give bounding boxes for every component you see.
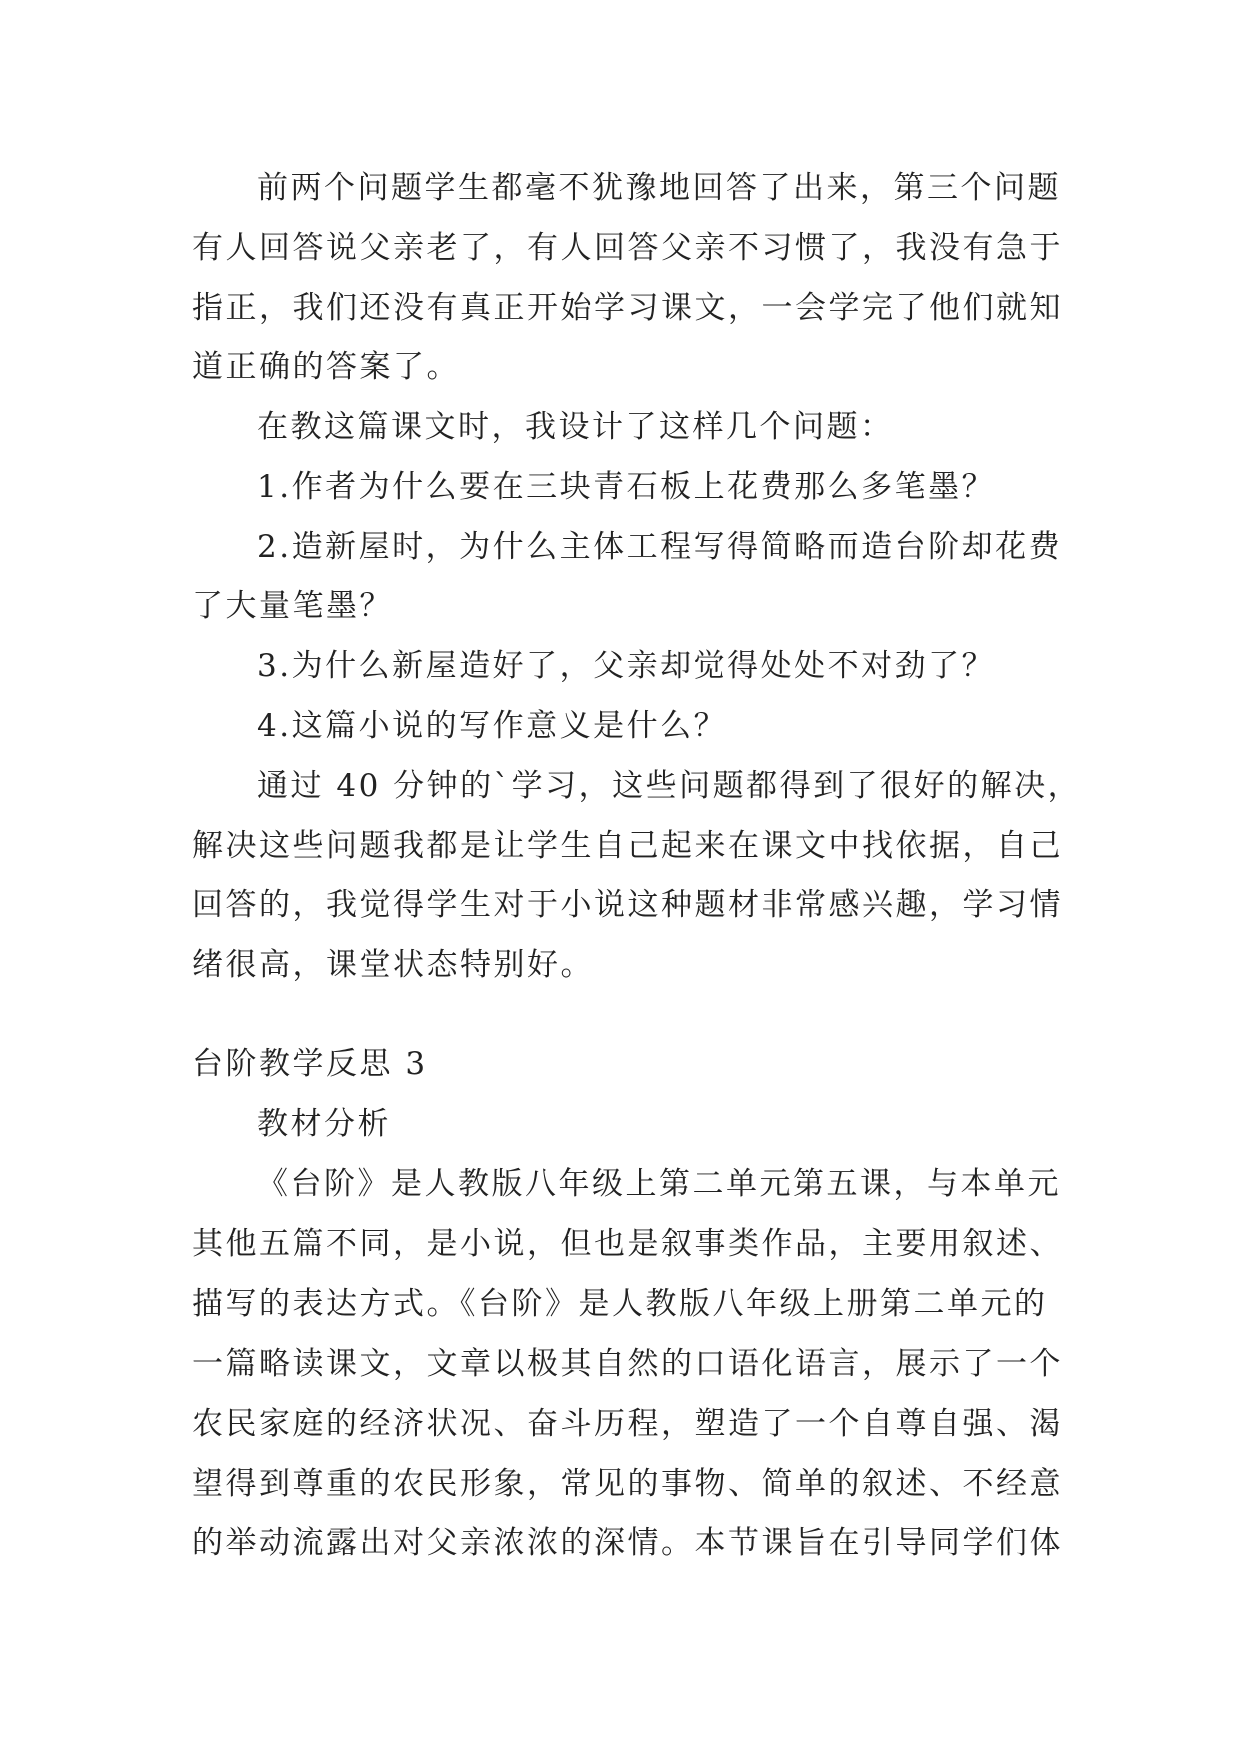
paragraph-line: 解决这些问题我都是让学生自己起来在课文中找依据，自己 — [192, 828, 1063, 864]
paragraph-line: 指正，我们还没有真正开始学习课文，一会学完了他们就知 — [192, 290, 1063, 326]
paragraph-line: 的举动流露出对父亲浓浓的深情。本节课旨在引导同学们体 — [192, 1525, 1063, 1561]
question-item: 1.作者为什么要在三块青石板上花费那么多笔墨？ — [257, 469, 996, 505]
paragraph-line: 道正确的答案了。 — [192, 349, 460, 385]
paragraph-line: 在教这篇课文时，我设计了这样几个问题： — [257, 409, 894, 445]
paragraph-line: 其他五篇不同，是小说，但也是叙事类作品，主要用叙述、 — [192, 1226, 1063, 1262]
question-item-continued: 了大量笔墨？ — [192, 588, 393, 624]
paragraph-line: 《台阶》是人教版八年级上第二单元第五课，与本单元 — [257, 1166, 1061, 1202]
paragraph-line: 绪很高，课堂状态特别好。 — [192, 947, 594, 983]
paragraph-line: 前两个问题学生都毫不犹豫地回答了出来，第三个问题 — [257, 170, 1061, 206]
paragraph-line: 农民家庭的经济状况、奋斗历程，塑造了一个自尊自强、渴 — [192, 1406, 1063, 1442]
paragraph-line: 望得到尊重的农民形象，常见的事物、简单的叙述、不经意 — [192, 1466, 1063, 1502]
paragraph-line: 一篇略读课文，文章以极其自然的口语化语言，展示了一个 — [192, 1346, 1063, 1382]
paragraph-line: 通过 40 分钟的`学习，这些问题都得到了很好的解决， — [257, 768, 1082, 804]
paragraph-line: 回答的，我觉得学生对于小说这种题材非常感兴趣，学习情 — [192, 887, 1063, 923]
question-item: 3.为什么新屋造好了，父亲却觉得处处不对劲了？ — [257, 648, 996, 684]
question-item: 4.这篇小说的写作意义是什么？ — [257, 708, 728, 744]
question-item: 2.造新屋时，为什么主体工程写得简略而造台阶却花费 — [257, 529, 1063, 565]
paragraph-line: 有人回答说父亲老了，有人回答父亲不习惯了，我没有急于 — [192, 230, 1063, 266]
section-subtitle: 教材分析 — [257, 1106, 391, 1142]
paragraph-line: 描写的表达方式。《台阶》是人教版八年级上册第二单元的 — [192, 1286, 1048, 1322]
section-title: 台阶教学反思 3 — [192, 1046, 428, 1082]
